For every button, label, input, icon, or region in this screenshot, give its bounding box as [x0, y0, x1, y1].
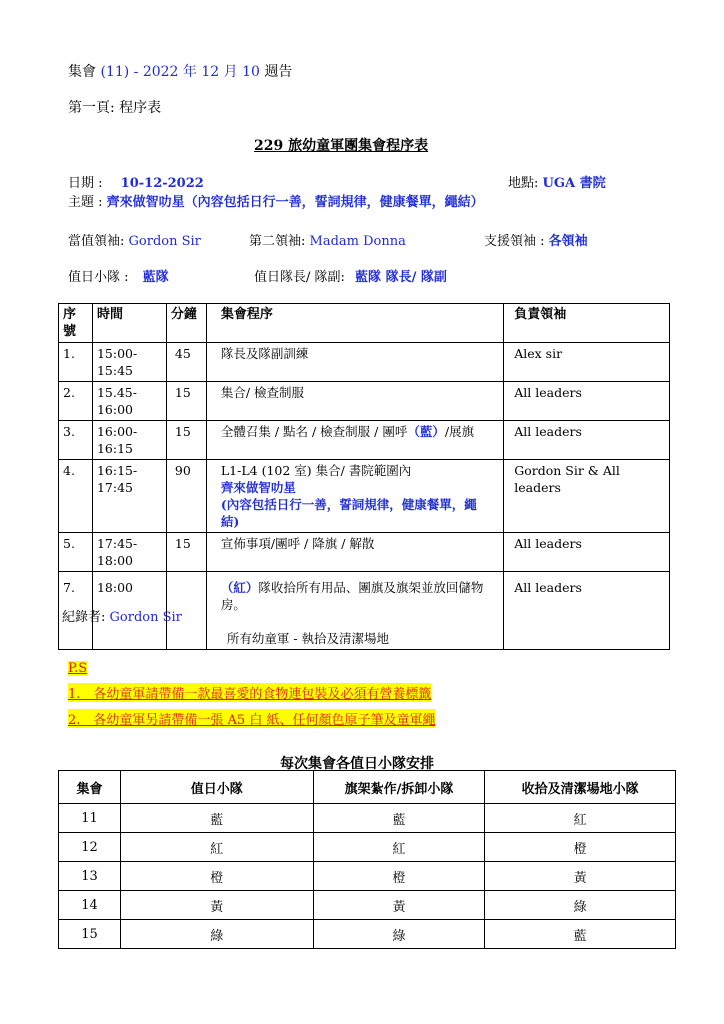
row-no: 4.: [59, 460, 93, 533]
ps-title: P.S: [68, 661, 88, 676]
cell-duty-patrol: 黃: [120, 891, 313, 920]
col-header-time: 時間: [92, 304, 166, 343]
support-leader-row: [484, 230, 588, 249]
procedure-patrol-tag: （紅）: [220, 580, 259, 595]
row-minutes: 15: [166, 533, 206, 572]
page-label: 第一頁: 程序表: [68, 100, 162, 116]
row-time: 16:15-17:45: [92, 460, 166, 533]
theme-label: 主題 :: [68, 195, 103, 210]
row-minutes: 45: [166, 343, 206, 382]
duty-patrol-row: [68, 266, 169, 285]
cell-flag-patrol: 黃: [313, 891, 485, 920]
second-leader-value: Madam Donna: [309, 234, 406, 249]
row-time: 18:00: [92, 572, 166, 650]
cell-cleanup-patrol: 橙: [485, 833, 676, 862]
row-minutes: 90: [166, 460, 206, 533]
program-header-row: [59, 304, 670, 343]
row-procedure: 宣佈事項/團呼 / 降旗 / 解散: [206, 533, 503, 572]
heading-month: 12: [201, 64, 220, 80]
date-label: 日期 :: [68, 176, 103, 191]
cell-cleanup-patrol: 黃: [485, 862, 676, 891]
table-row: [59, 460, 670, 533]
row-leader: Gordon Sir & All leaders: [504, 460, 670, 533]
table-row: [59, 833, 676, 862]
duty-leader-value: Gordon Sir: [128, 234, 201, 249]
support-leader-label: 支援領袖 :: [484, 234, 545, 249]
row-procedure: [206, 460, 503, 533]
table-row: [59, 533, 670, 572]
duty-head-row: [254, 266, 447, 285]
procedure-patrol-tag: （藍）: [407, 424, 445, 439]
row-procedure: 隊長及隊副訓練: [206, 343, 503, 382]
col-header-minutes: 分鐘: [166, 304, 206, 343]
table-row: [59, 804, 676, 833]
table-row: [59, 862, 676, 891]
row-no: 1.: [59, 343, 93, 382]
cell-flag-patrol: 綠: [313, 920, 485, 949]
heading-notice: 週告: [264, 64, 293, 80]
table-row: [59, 891, 676, 920]
cell-flag-patrol: 紅: [313, 833, 485, 862]
row-time: 16:00-16:15: [92, 421, 166, 460]
location-label: 地點:: [508, 176, 539, 191]
cell-meeting: 15: [59, 920, 121, 949]
heading-day: 10: [242, 64, 260, 80]
recorder-label: 紀錄者:: [62, 610, 106, 625]
schedule-title: 229 旅幼童軍團集會程序表: [254, 138, 429, 154]
duty-head-value: 藍隊 隊長/ 隊副: [355, 270, 447, 285]
row-no: 7.: [59, 572, 93, 650]
cell-cleanup-patrol: 綠: [485, 891, 676, 920]
col-header-procedure: 集會程序: [206, 304, 503, 343]
col-header-meeting: 集會: [59, 771, 121, 804]
second-leader-label: 第二領袖:: [249, 234, 306, 249]
procedure-cleanup: 所有幼童軍 - 執拾及清潔場地: [226, 631, 390, 646]
ps-item-2: 2. 各幼童軍另請帶備一張 A5 白 紙、任何顏色原子筆及童軍繩: [68, 709, 435, 728]
heading-year-char: 年: [182, 64, 197, 80]
row-procedure: [206, 572, 503, 650]
col-header-no: 序號: [59, 304, 93, 343]
table-row: [59, 343, 670, 382]
row-time: 15.45-16:00: [92, 382, 166, 421]
procedure-text-end: /展旗: [444, 424, 475, 439]
row-leader: All leaders: [504, 421, 670, 460]
col-header-leader: 負責領袖: [504, 304, 670, 343]
table-row: [59, 920, 676, 949]
row-procedure: 集合/ 檢查制服: [206, 382, 503, 421]
cell-meeting: 11: [59, 804, 121, 833]
cell-meeting: 14: [59, 891, 121, 920]
row-time: 15:00-15:45: [92, 343, 166, 382]
col-header-flag-patrol: 旗架紮作/拆卸小隊: [313, 771, 485, 804]
location-value: UGA 書院: [542, 176, 606, 191]
row-leader: All leaders: [504, 533, 670, 572]
cell-meeting: 13: [59, 862, 121, 891]
procedure-theme: 齊來做智叻星: [220, 480, 296, 495]
heading-meeting-no: (11) - 2022: [100, 64, 179, 80]
support-leader-value: 各領袖: [548, 234, 588, 249]
cell-duty-patrol: 紅: [120, 833, 313, 862]
procedure-text-main: 隊收拾所有用品、團旗及旗架並放回儲物房。: [220, 580, 484, 612]
row-leader: All leaders: [504, 572, 670, 650]
duty-patrol-value: 藍隊: [142, 270, 169, 285]
cell-cleanup-patrol: 紅: [485, 804, 676, 833]
row-no: 5.: [59, 533, 93, 572]
duty-leader-row: [68, 230, 201, 249]
recorder-value: Gordon Sir: [109, 610, 182, 625]
cell-duty-patrol: 藍: [120, 804, 313, 833]
location-row: [508, 172, 606, 191]
duty-table: [58, 770, 676, 949]
row-time: 17:45-18:00: [92, 533, 166, 572]
cell-flag-patrol: 橙: [313, 862, 485, 891]
procedure-text: 全體召集 / 點名 / 檢查制服 / 團呼: [220, 424, 408, 439]
duty-table-title: 每次集會各值日小隊安排: [280, 756, 434, 772]
notice-heading: [68, 61, 292, 81]
duty-patrol-label: 值日小隊 :: [68, 270, 129, 285]
cell-cleanup-patrol: 藍: [485, 920, 676, 949]
row-no: 2.: [59, 382, 93, 421]
program-table: [58, 303, 670, 650]
duty-head-label: 值日隊長/ 隊副:: [254, 270, 345, 285]
row-leader: Alex sir: [504, 343, 670, 382]
date-row: [68, 172, 204, 191]
row-no: 3.: [59, 421, 93, 460]
col-header-cleanup-patrol: 收拾及清潔場地小隊: [485, 771, 676, 804]
duty-header-row: [59, 771, 676, 804]
heading-month-char: 月: [223, 64, 238, 80]
table-row: [59, 421, 670, 460]
procedure-theme-detail: (內容包括日行一善，誓詞規律，健康餐單，繩 結): [220, 497, 477, 529]
row-minutes: 15: [166, 421, 206, 460]
cell-flag-patrol: 藍: [313, 804, 485, 833]
procedure-text: L1-L4 (102 室) 集合/ 書院範圍內: [220, 463, 412, 478]
procedure-text: [221, 579, 499, 613]
cell-duty-patrol: 橙: [120, 862, 313, 891]
col-header-duty-patrol: 值日小隊: [120, 771, 313, 804]
duty-leader-label: 當值領袖:: [68, 234, 125, 249]
row-leader: All leaders: [504, 382, 670, 421]
recorder-row: [62, 606, 182, 625]
row-minutes: 15: [166, 382, 206, 421]
cell-duty-patrol: 綠: [120, 920, 313, 949]
table-row: [59, 382, 670, 421]
theme-row: [68, 191, 484, 210]
date-value: 10-12-2022: [120, 176, 204, 191]
cell-meeting: 12: [59, 833, 121, 862]
ps-item-1: 1. 各幼童軍請帶備一款最喜愛的食物連包裝及必須有營養標籤: [68, 683, 431, 702]
row-procedure: [206, 421, 503, 460]
second-leader-row: [249, 230, 406, 249]
heading-prefix: 集會: [68, 64, 96, 80]
theme-value: 齊來做智叻星（內容包括日行一善，誓詞規律，健康餐單，繩結）: [106, 195, 484, 210]
